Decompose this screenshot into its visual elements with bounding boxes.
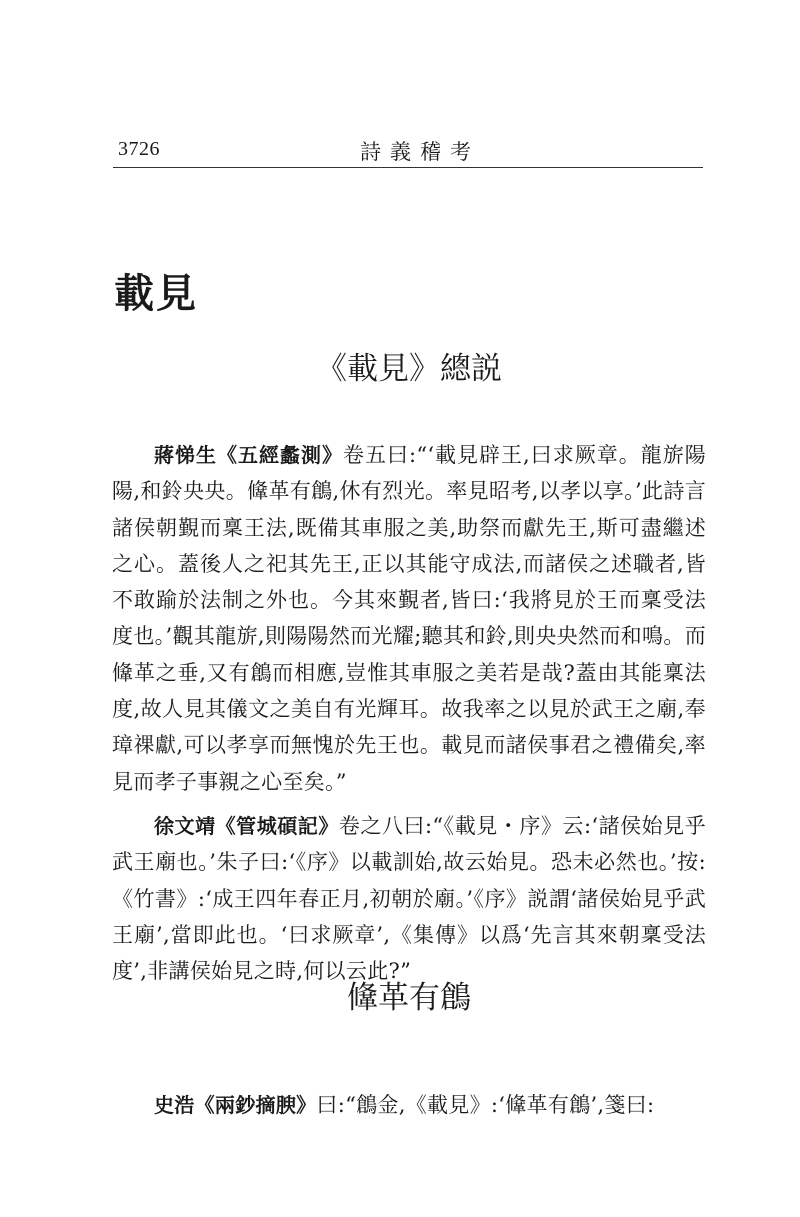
citation-source: 蔣悌生《五經蠡測》 bbox=[154, 443, 343, 467]
section-heading-tiaoge: 鞗革有鶬 bbox=[347, 980, 471, 1016]
page-number: 3726 bbox=[118, 138, 160, 160]
paragraph-text: 曰:“鶬金,《載見》:‘鞗革有鶬’,箋曰: bbox=[316, 1093, 655, 1117]
citation-source: 史浩《兩鈔摘腴》 bbox=[154, 1093, 317, 1117]
paragraph-text: 卷之八曰:“《載見・序》云:‘諸侯始見乎武王廟也。’朱子曰:‘《序》以載訓始,故云始見。恐未必然也。’按:《竹書》:‘成王四年春正月,初朝於廟。’《序》説謂‘諸侯始見乎武王廟’,當即此也。‘曰求厥章’,《集傳》以爲‘先言其來朝稟受法度’,非講侯始見之時,何以云此?” bbox=[112, 814, 706, 984]
paragraph-text: 卷五曰:“‘載見辟王,曰求厥章。龍旂陽陽,和鈴央央。鞗革有鶬,休有烈光。率見昭考,以孝以享。’此詩言諸侯朝覲而稟王法,既備其車服之美,助祭而獻先王,斯可盡繼述之心。蓋後人之祀其先王,正以其能守成法,而諸侯之述職者,皆不敢踰於法制之外也。今其來覲者,皆曰:‘我將見於王而稟受法度也。’觀其龍旂,則陽陽然而光耀;聽其和鈴,則央央然而和鳴。而鞗革之垂,又有鶬而相應,豈惟其車服之美若是哉?蓋由其能稟法度,故人見其儀文之美自有光輝耳。故我率之以見於武王之廟,奉璋祼獻,可以孝享而無愧於先王也。載見而諸侯事君之禮備矣,率見而孝子事親之心至矣。” bbox=[112, 443, 706, 794]
running-title: 詩義稽考 bbox=[360, 140, 480, 164]
citation-source: 徐文靖《管城碩記》 bbox=[154, 814, 339, 838]
section-heading-overview: 《載見》總説 bbox=[316, 351, 502, 387]
chapter-title: 載見 bbox=[114, 271, 198, 317]
paragraph-xu-wenjing bbox=[112, 808, 706, 989]
paragraph-shi-hao bbox=[112, 1087, 712, 1123]
paragraph-jiang-tisheng bbox=[112, 437, 706, 800]
header-rule bbox=[113, 167, 703, 168]
